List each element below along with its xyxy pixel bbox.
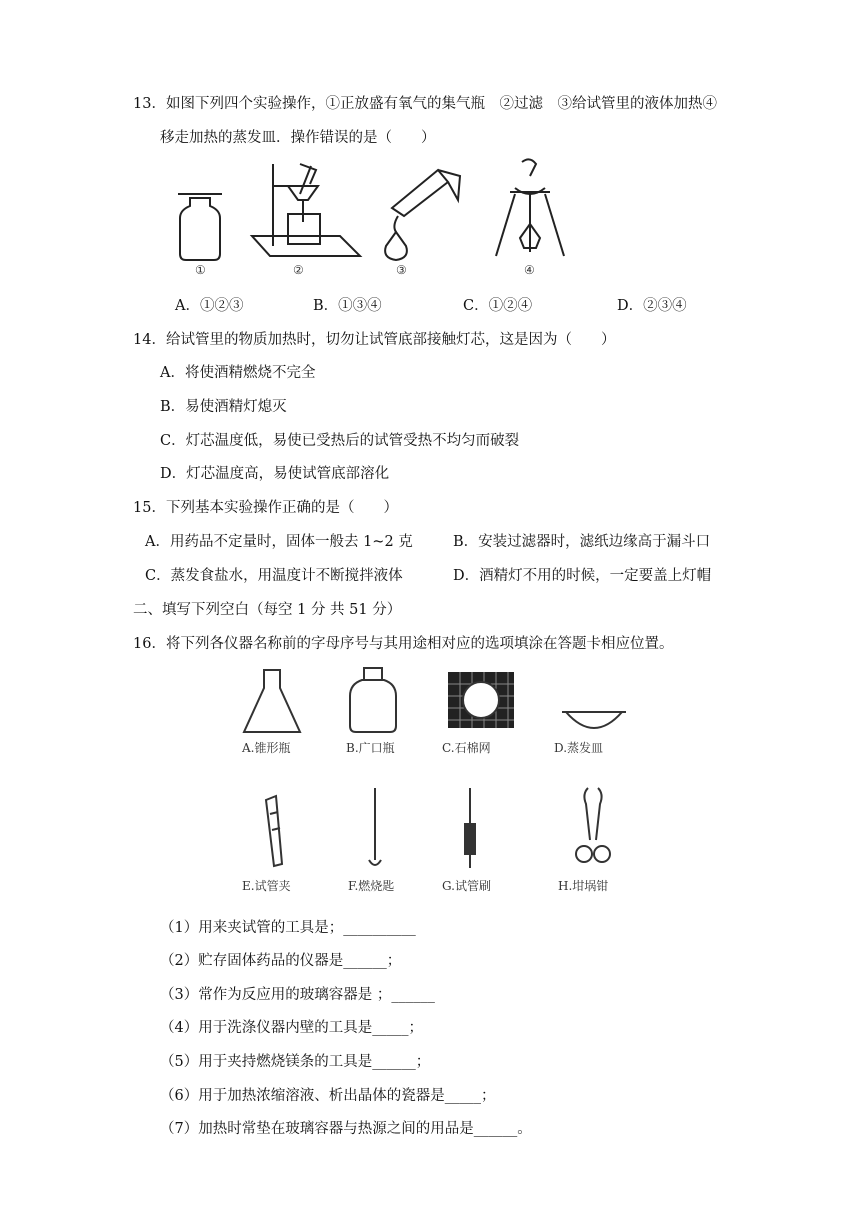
wide-mouth-bottle-icon <box>350 668 396 732</box>
instrument-label-b: B.广口瓶 <box>346 741 395 755</box>
instruments-figure <box>236 664 632 902</box>
q16-stem: 16．将下列各仪器名称前的字母序号与其用途相对应的选项填涂在答题卡相应位置。 <box>133 636 674 652</box>
q16-item-6: （6）用于加热浓缩溶液、析出晶体的瓷器是_____； <box>160 1088 496 1104</box>
heating-tube-icon <box>385 170 460 260</box>
crucible-tongs-icon <box>576 788 610 862</box>
q13-figure <box>170 156 590 280</box>
q14-option-d[interactable]: D．灯芯温度高，易使试管底部溶化 <box>160 466 390 482</box>
instrument-label-f: F.燃烧匙 <box>348 879 395 893</box>
conical-flask-icon <box>244 670 300 732</box>
instrument-label-a: A.锥形瓶 <box>242 741 291 755</box>
test-tube-holder-icon <box>266 796 282 866</box>
q15-option-c[interactable]: C．蒸发食盐水，用温度计不断搅拌液体 <box>145 568 403 584</box>
instrument-label-e: E.试管夹 <box>242 879 291 893</box>
q16-item-7: （7）加热时常垫在玻璃容器与热源之间的用品是______。 <box>160 1121 532 1137</box>
q13-option-a[interactable]: A．①②③ <box>175 298 244 314</box>
q14-option-c[interactable]: C．灯芯温度低，易使已受热后的试管受热不均匀而破裂 <box>160 433 520 449</box>
fig-label-3: ③ <box>396 263 407 277</box>
instrument-label-d: D.蒸发皿 <box>554 741 604 755</box>
filtration-icon <box>252 164 360 256</box>
q13-stem-line1: 13．如图下列四个实验操作，①正放盛有氧气的集气瓶 ②过滤 ③给试管里的液体加热④ <box>133 96 717 112</box>
gas-jar-icon <box>178 194 222 260</box>
q15-stem: 15．下列基本实验操作正确的是（ ） <box>133 500 398 516</box>
q15-option-d[interactable]: D．酒精灯不用的时候，一定要盖上灯帽 <box>453 568 712 584</box>
q14-stem: 14．给试管里的物质加热时，切勿让试管底部接触灯芯，这是因为（ ） <box>133 332 616 348</box>
combustion-spoon-icon <box>369 788 381 865</box>
evaporation-icon <box>496 159 564 256</box>
q14-option-a[interactable]: A．将使酒精燃烧不完全 <box>160 365 316 381</box>
q15-option-b[interactable]: B．安装过滤器时，滤纸边缘高于漏斗口 <box>453 534 711 550</box>
q16-item-2: （2）贮存固体药品的仪器是______； <box>160 953 402 969</box>
fig-label-2: ② <box>293 263 304 277</box>
evaporating-dish-icon <box>562 712 626 728</box>
q13-option-d[interactable]: D．②③④ <box>617 298 687 314</box>
instrument-label-c: C.石棉网 <box>442 741 491 755</box>
q16-item-4: （4）用于洗涤仪器内壁的工具是_____； <box>160 1020 423 1036</box>
section2-title: 二、填写下列空白（每空 1 分 共 51 分） <box>133 602 402 618</box>
q13-option-b[interactable]: B．①③④ <box>313 298 382 314</box>
fig-label-1: ① <box>195 263 206 277</box>
q14-option-b[interactable]: B．易使酒精灯熄灭 <box>160 399 287 415</box>
q16-item-3: （3）常作为反应用的玻璃容器是 ；______ <box>160 987 435 1003</box>
instrument-label-g: G.试管刷 <box>442 879 491 893</box>
q13-option-c[interactable]: C．①②④ <box>463 298 533 314</box>
test-tube-brush-icon <box>465 788 475 868</box>
asbestos-gauze-icon <box>448 672 514 728</box>
q13-stem-line2: 移走加热的蒸发皿．操作错误的是（ ） <box>160 130 436 146</box>
q16-item-5: （5）用于夹持燃烧镁条的工具是______； <box>160 1054 431 1070</box>
q16-item-1: （1）用来夹试管的工具是；__________ <box>160 920 416 936</box>
instrument-label-h: H.坩埚钳 <box>558 879 609 893</box>
fig-label-4: ④ <box>524 263 535 277</box>
q15-option-a[interactable]: A．用药品不定量时，固体一般去 1~2 克 <box>145 534 413 550</box>
